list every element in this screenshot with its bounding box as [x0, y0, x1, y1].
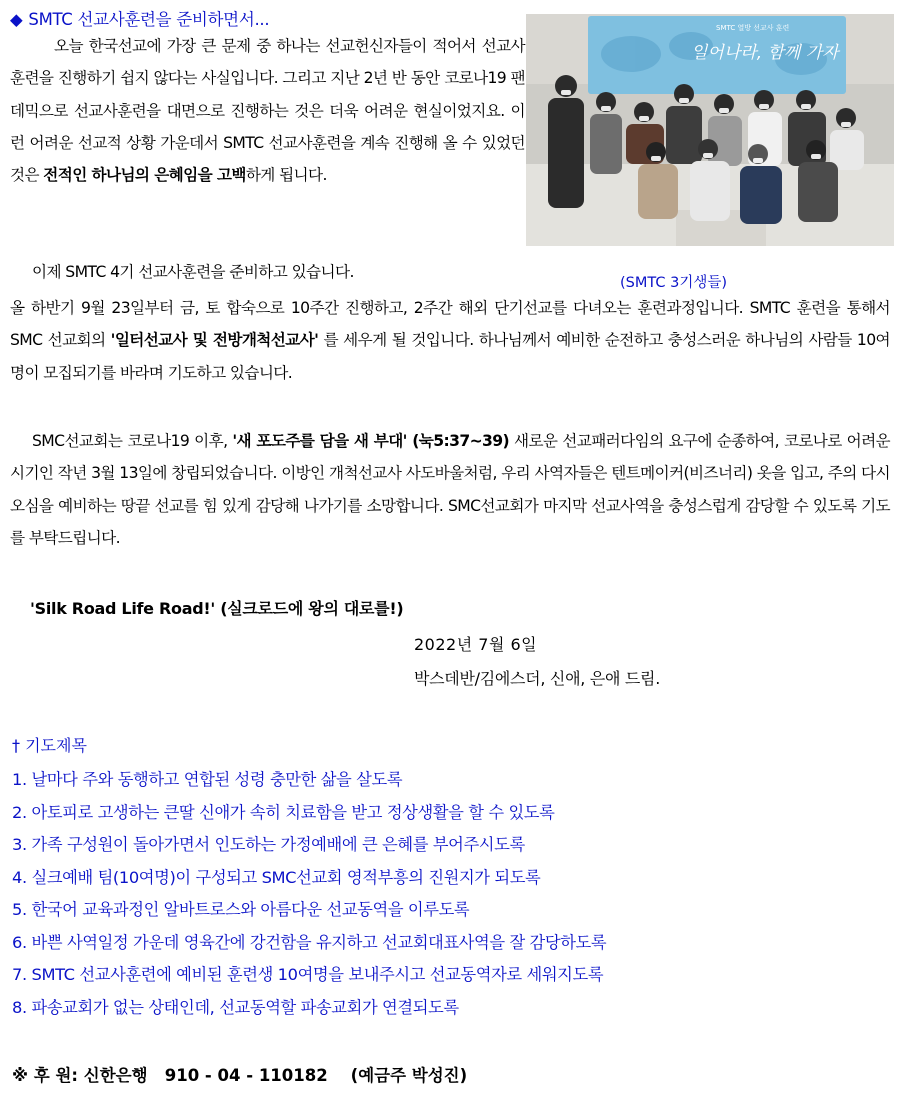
paragraph-intro-tail: 하게 됩니다.	[245, 166, 327, 185]
letter-date: 2022년 7월 6일	[414, 635, 538, 654]
paragraph-intro	[10, 30, 525, 191]
prayer-item: 6. 바쁜 사역일정 가운데 영육간에 강건함을 유지하고 선교회대표사역을 잘 감당하도록	[12, 932, 607, 952]
slogan: 'Silk Road Life Road!' (실크로드에 왕의 대로를!)	[30, 599, 404, 618]
prayer-list	[12, 764, 606, 1024]
prayer-item: 2. 아토피로 고생하는 큰딸 신애가 속히 치료함을 받고 정상생활을 할 수 있도록	[12, 802, 555, 822]
paragraph-second-emphasis: '일터선교사 및 전방개척선교사'	[110, 331, 319, 350]
section-title-text: SMTC 선교사훈련을 준비하면서...	[28, 10, 270, 29]
prayer-item: 8. 파송교회가 없는 상태인데, 선교동역할 파송교회가 연결되도록	[12, 997, 459, 1017]
group-photo-illustration	[526, 14, 894, 246]
paragraph-third-tail: 새로운 선교패러다임의 요구에 순종하여, 코로나로 어려운 시기인 작년 3월 13일에 창립되었습니다. 이방인 개척선교사 사도바울처럼, 우리 사역자들은 텐트메이커(비즈너리) 옷을 입고, 주의 다시 오심을 예비하는 땅끝 선교를 힘 있게 감당해 나가기를 소망합니다. SMC선교회가 마지막 선교사역을 충성스럽게 감당할 수 있도록 기도를 부탁드립니다.	[10, 432, 891, 547]
paragraph-intro-emphasis: 전적인 하나님의 은혜임을 고백	[43, 166, 246, 185]
support-account: ※ 후 원: 신한은행 910 - 04 - 110182 (예금주 박성진)	[12, 1066, 468, 1085]
paragraph-second-tail: 를 세우게 될 것입니다. 하나님께서 예비한 순전하고 충성스러운 하나님의 사람들 10여 명이 모집되기를 바라며 기도하고 있습니다.	[10, 331, 890, 382]
prayer-item: 7. SMTC 선교사훈련에 예비된 훈련생 10여명을 보내주시고 선교동역자로 세워지도록	[12, 965, 604, 984]
paragraph-third	[10, 425, 890, 554]
signature: 박스데반/김에스더, 신애, 은애 드림.	[414, 669, 660, 688]
banner-small-text: SMTC 열방 선교사 훈련	[716, 24, 790, 32]
section-title	[10, 6, 269, 30]
prayer-heading: † 기도제목	[12, 736, 87, 755]
paragraph-second-intro: 이제 SMTC 4기 선교사훈련을 준비하고 있습니다.	[32, 263, 354, 281]
paragraph-second	[10, 292, 890, 389]
diamond-icon: ◆	[10, 10, 23, 29]
prayer-item: 5. 한국어 교육과정인 알바트로스와 아름다운 선교동역을 이루도록	[12, 900, 470, 919]
banner-large-text: 일어나라, 함께 가자	[691, 43, 839, 63]
photo-caption: (SMTC 3기생들)	[620, 275, 728, 291]
paragraph-second-text: 올 하반기 9월 23일부터 금, 토 합숙으로 10주간 진행하고, 2주간 해외 단기선교를 다녀오는 훈련과정입니다. SMTC 훈련을 통해서 SMC 선교회의	[10, 299, 890, 350]
paragraph-third-text: SMC선교회는 코로나19 이후,	[32, 432, 233, 450]
prayer-item: 4. 실크예배 팀(10여명)이 구성되고 SMC선교회 영적부흥의 진원지가 되도록	[12, 867, 541, 887]
prayer-item: 1. 날마다 주와 동행하고 연합된 성령 충만한 삶을 살도록	[12, 770, 403, 789]
paragraph-third-emphasis: '새 포도주를 담을 새 부대' (눅5:37~39)	[232, 432, 510, 450]
group-photo	[526, 14, 894, 246]
paragraph-intro-text: 오늘 한국선교에 가장 큰 문제 중 하나는 선교헌신자들이 적어서 선교사훈련을 진행하기 쉽지 않다는 사실입니다. 그리고 지난 2년 반 동안 코로나19 팬데믹으로 선교사훈련을 대면으로 진행하는 것은 더욱 어려운 현실이었지요. 이런 어려운 선교적 상황 가운데서 SMTC 선교사훈련을 계속 진행해 올 수 있었던 것은	[10, 37, 525, 185]
prayer-item: 3. 가족 구성원이 돌아가면서 인도하는 가정예배에 큰 은혜를 부어주시도록	[12, 835, 525, 854]
